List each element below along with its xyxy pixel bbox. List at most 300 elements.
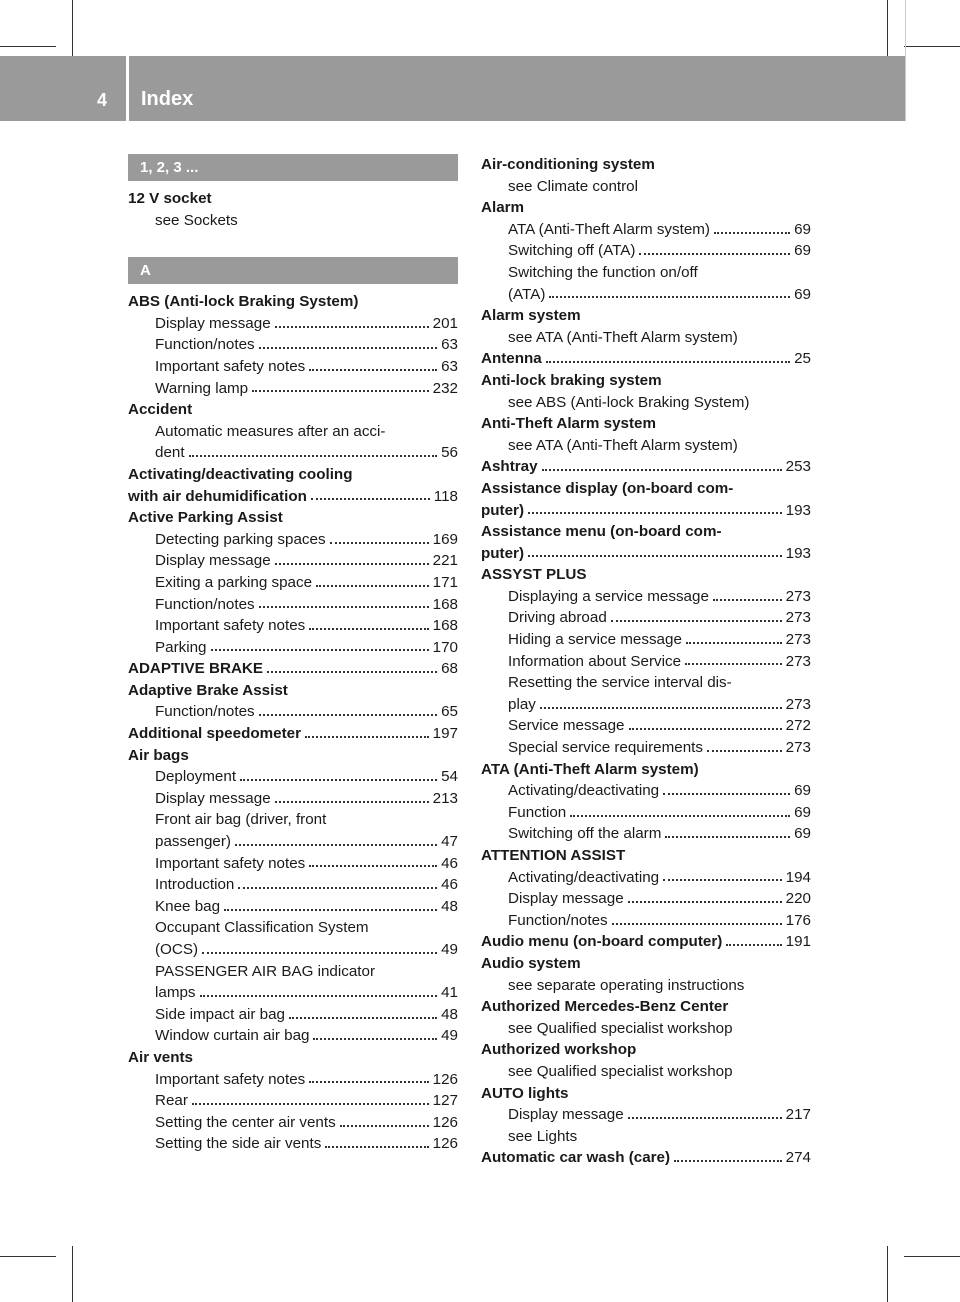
index-entry[interactable]: [481, 543, 811, 565]
entry-text: Display message: [508, 1106, 624, 1124]
index-subentry[interactable]: [128, 701, 458, 723]
dot-leader: [211, 649, 429, 651]
page-reference[interactable]: 273: [785, 631, 811, 649]
dot-leader: [275, 563, 429, 565]
dot-leader: [674, 1160, 782, 1162]
page-reference[interactable]: 48: [441, 1005, 458, 1023]
index-entry: [481, 996, 811, 1018]
dot-leader: [235, 844, 437, 846]
entry-text: Important safety notes: [155, 617, 306, 635]
page-title: Index: [141, 88, 194, 110]
index-subentry: [481, 1126, 811, 1148]
page-reference[interactable]: 69: [794, 803, 811, 821]
entry-text: Rear: [155, 1092, 188, 1110]
index-entry: [481, 370, 811, 392]
entry-text: Switching off the alarm: [508, 825, 662, 843]
index-subentry: [481, 392, 811, 414]
index-subentry[interactable]: [481, 910, 811, 932]
entry-text: Switching the function on/off: [508, 263, 698, 281]
dot-leader: [542, 469, 782, 471]
page-reference[interactable]: 68: [441, 660, 458, 678]
index-subentry[interactable]: [128, 1112, 458, 1134]
dot-leader: [528, 555, 782, 557]
dot-leader: [313, 1038, 437, 1040]
index-subentry: [481, 435, 811, 457]
index-subentry[interactable]: [128, 334, 458, 356]
index-subentry[interactable]: [128, 1090, 458, 1112]
entry-text: Anti-lock braking system: [481, 371, 662, 389]
index-entry[interactable]: [481, 456, 811, 478]
dot-leader: [663, 879, 782, 881]
entry-text: Information about Service: [508, 652, 682, 670]
page-reference[interactable]: 169: [432, 530, 458, 548]
entry-text: Display message: [155, 314, 271, 332]
entry-text: Important safety notes: [155, 1070, 306, 1088]
dot-leader: [267, 671, 437, 673]
entry-text: see Lights: [508, 1127, 578, 1145]
entry-text: ABS (Anti-lock Braking System): [128, 293, 359, 311]
page-reference[interactable]: 63: [441, 336, 458, 354]
index-subentry[interactable]: [481, 823, 811, 845]
page-reference[interactable]: 69: [794, 285, 811, 303]
index-subentry: [481, 1061, 811, 1083]
index-entry: [128, 745, 458, 767]
page-reference[interactable]: 213: [432, 789, 458, 807]
page-reference[interactable]: 118: [433, 487, 458, 505]
index-entry: [481, 413, 811, 435]
index-subentry: [128, 917, 458, 939]
crop-mark: [72, 1246, 73, 1302]
index-column-right: [481, 154, 811, 1169]
dot-leader: [612, 923, 782, 925]
entry-text: puter): [481, 501, 525, 519]
entry-text: Activating/deactivating cooling: [128, 465, 353, 483]
page-reference[interactable]: 221: [432, 552, 458, 570]
index-subentry[interactable]: [481, 629, 811, 651]
index-subentry: [481, 262, 811, 284]
page-reference[interactable]: 69: [794, 242, 811, 260]
dot-leader: [707, 750, 782, 752]
crop-mark: [905, 0, 906, 121]
entry-text: Adaptive Brake Assist: [128, 681, 288, 699]
dot-leader: [611, 620, 782, 622]
entry-text: see Sockets: [155, 211, 238, 229]
entry-text: PASSENGER AIR BAG indicator: [155, 962, 376, 980]
page-reference[interactable]: 126: [432, 1113, 458, 1131]
index-subentry: [128, 421, 458, 443]
index-entry[interactable]: [128, 486, 458, 508]
index-entry[interactable]: [481, 500, 811, 522]
dot-leader: [685, 663, 782, 665]
dot-leader: [639, 253, 790, 255]
page-reference[interactable]: 168: [432, 595, 458, 613]
index-entry: [481, 305, 811, 327]
dot-leader: [189, 455, 438, 457]
entry-text: Occupant Classification System: [155, 919, 369, 937]
entry-text: see Qualified specialist workshop: [508, 1019, 733, 1037]
entry-text: Setting the side air vents: [155, 1135, 322, 1153]
index-subentry[interactable]: [128, 831, 458, 853]
entry-text: Warning lamp: [155, 379, 249, 397]
index-subentry[interactable]: [128, 939, 458, 961]
dot-leader: [259, 347, 437, 349]
page-reference[interactable]: 168: [432, 617, 458, 635]
index-subentry[interactable]: [481, 715, 811, 737]
entry-text: Authorized workshop: [481, 1041, 637, 1059]
dot-leader: [570, 815, 790, 817]
entry-text: ATA (Anti-Theft Alarm system): [508, 220, 710, 238]
page-reference[interactable]: 127: [432, 1092, 458, 1110]
index-entry: [128, 399, 458, 421]
entry-text: Parking: [155, 638, 207, 656]
dot-leader: [330, 542, 429, 544]
section-gap: [128, 231, 458, 257]
entry-text: Alarm system: [481, 307, 581, 325]
index-subentry[interactable]: [481, 284, 811, 306]
index-subentry[interactable]: [481, 867, 811, 889]
index-subentry: [128, 210, 458, 232]
dot-leader: [200, 995, 438, 997]
index-entry[interactable]: [128, 658, 458, 680]
entry-text: Window curtain air bag: [155, 1027, 310, 1045]
dot-leader: [629, 728, 782, 730]
entry-text: Automatic car wash (care): [481, 1149, 671, 1167]
index-subentry[interactable]: [128, 853, 458, 875]
entry-text: Antenna: [481, 350, 542, 368]
entry-text: Audio system: [481, 954, 581, 972]
dot-leader: [325, 1146, 428, 1148]
dot-leader: [309, 865, 437, 867]
index-subentry: [481, 176, 811, 198]
entry-text: Display message: [155, 552, 271, 570]
entry-text: Introduction: [155, 876, 235, 894]
page-reference[interactable]: 176: [785, 911, 811, 929]
page-reference[interactable]: 69: [794, 782, 811, 800]
page-reference[interactable]: 69: [794, 825, 811, 843]
page-reference[interactable]: 253: [785, 458, 811, 476]
index-entry: [128, 188, 458, 210]
crop-mark: [904, 46, 960, 47]
page-reference[interactable]: 49: [441, 941, 458, 958]
entry-text: Air-conditioning system: [481, 156, 655, 173]
index-entry: [128, 680, 458, 702]
page-reference[interactable]: 63: [441, 357, 458, 375]
dot-leader: [311, 498, 430, 500]
entry-text: see ABS (Anti-lock Braking System): [508, 393, 750, 411]
entry-text: (ATA): [508, 285, 546, 303]
page-reference[interactable]: 47: [441, 833, 458, 851]
index-subentry[interactable]: [481, 651, 811, 673]
entry-text: Display message: [508, 890, 624, 908]
dot-leader: [686, 642, 782, 644]
entry-text: Activating/deactivating: [508, 782, 660, 800]
dot-leader: [259, 714, 437, 716]
index-subentry[interactable]: [481, 737, 811, 759]
index-subentry[interactable]: [128, 442, 458, 464]
dot-leader: [252, 390, 429, 392]
entry-text: see ATA (Anti-Theft Alarm system): [508, 436, 738, 454]
page-reference[interactable]: 69: [794, 220, 811, 238]
page-reference[interactable]: 170: [432, 638, 458, 656]
index-entry: [481, 953, 811, 975]
page-reference[interactable]: 46: [441, 854, 458, 872]
crop-mark: [904, 1256, 960, 1257]
page-reference[interactable]: 46: [441, 876, 458, 894]
entry-text: Automatic measures after an acci-: [155, 422, 386, 440]
index-entry: [128, 291, 458, 313]
index-entry: [481, 759, 811, 781]
entry-text: play: [508, 695, 536, 713]
entry-text: Additional speedometer: [128, 725, 301, 743]
index-subentry[interactable]: [128, 982, 458, 1004]
dot-leader: [546, 361, 790, 363]
page-header-bar: [0, 56, 905, 121]
page-reference[interactable]: 25: [794, 350, 811, 368]
crop-mark: [887, 0, 888, 56]
page-reference[interactable]: 126: [432, 1070, 458, 1088]
index-subentry: [481, 327, 811, 349]
index-subentry[interactable]: [128, 1133, 458, 1155]
entry-text: Driving abroad: [508, 609, 607, 627]
dot-leader: [528, 512, 782, 514]
entry-text: Accident: [128, 401, 193, 419]
index-subentry: [481, 672, 811, 694]
index-subentry: [128, 809, 458, 831]
dot-leader: [628, 901, 782, 903]
index-subentry[interactable]: [481, 694, 811, 716]
page-number: 4: [96, 90, 107, 110]
index-entry: [481, 154, 811, 176]
entry-text: Authorized Mercedes-Benz Center: [481, 998, 729, 1016]
entry-text: Assistance display (on-board com-: [481, 479, 734, 497]
crop-mark: [72, 0, 73, 56]
page-reference[interactable]: 191: [785, 933, 811, 951]
index-subentry[interactable]: [481, 607, 811, 629]
entry-text: see Qualified specialist workshop: [508, 1062, 733, 1080]
entry-text: Important safety notes: [155, 854, 306, 872]
page-reference[interactable]: 273: [785, 587, 811, 605]
page-reference[interactable]: 48: [441, 897, 458, 915]
dot-leader: [240, 779, 437, 781]
entry-text: ATTENTION ASSIST: [481, 847, 626, 864]
index-subentry[interactable]: [128, 1025, 458, 1047]
index-entry: [481, 564, 811, 586]
entry-text: Function/notes: [155, 336, 255, 354]
entry-text: puter): [481, 544, 525, 562]
entry-text: Resetting the service interval dis-: [508, 674, 732, 692]
dot-leader: [316, 585, 429, 587]
entry-text: Function/notes: [508, 911, 608, 929]
page-reference[interactable]: 49: [441, 1027, 458, 1045]
entry-text: Function/notes: [155, 595, 255, 613]
entry-text: Anti-Theft Alarm system: [481, 415, 656, 433]
index-entry[interactable]: [481, 348, 811, 370]
index-entry: [481, 521, 811, 543]
page-reference[interactable]: 126: [432, 1135, 458, 1153]
index-entry: [128, 464, 458, 486]
index-subentry[interactable]: [481, 240, 811, 262]
index-entry: [481, 478, 811, 500]
page-reference[interactable]: 232: [432, 379, 458, 397]
entry-text: dent: [155, 444, 185, 462]
entry-text: Detecting parking spaces: [155, 530, 326, 548]
entry-text: Air vents: [128, 1048, 193, 1066]
dot-leader: [238, 887, 437, 889]
page-reference[interactable]: 171: [432, 573, 458, 591]
entry-text: Assistance menu (on-board com-: [481, 523, 722, 541]
entry-text: ASSYST PLUS: [481, 566, 587, 584]
dot-leader: [663, 793, 790, 795]
dot-leader: [275, 801, 429, 803]
entry-text: Activating/deactivating: [508, 868, 660, 886]
entry-text: Displaying a service message: [508, 587, 709, 605]
index-subentry[interactable]: [481, 219, 811, 241]
index-subentry: [481, 975, 811, 997]
entry-text: Air bags: [128, 746, 189, 764]
index-subentry[interactable]: [128, 356, 458, 378]
page-reference[interactable]: 54: [441, 768, 458, 786]
crop-mark: [0, 46, 56, 47]
entry-text: 12 V socket: [128, 190, 212, 207]
index-subentry[interactable]: [128, 378, 458, 400]
index-subentry[interactable]: [128, 637, 458, 659]
page-reference[interactable]: 220: [785, 890, 811, 908]
dot-leader: [224, 909, 437, 911]
index-entry[interactable]: [481, 1147, 811, 1169]
entry-text: Function/notes: [155, 703, 255, 721]
entry-text: Deployment: [155, 768, 237, 786]
dot-leader: [259, 606, 429, 608]
entry-text: Function: [508, 803, 567, 821]
page-reference[interactable]: 274: [785, 1149, 811, 1167]
index-subentry[interactable]: [128, 896, 458, 918]
dot-leader: [192, 1103, 429, 1105]
entry-text: lamps: [155, 984, 196, 1002]
index-subentry[interactable]: [481, 888, 811, 910]
page-reference[interactable]: 56: [441, 444, 458, 462]
entry-text: Setting the center air vents: [155, 1113, 336, 1131]
index-subentry[interactable]: [128, 766, 458, 788]
index-section-heading: 1, 2, 3 ...: [128, 154, 458, 181]
dot-leader: [665, 836, 790, 838]
entry-text: Ashtray: [481, 458, 538, 476]
page-reference[interactable]: 217: [785, 1106, 811, 1124]
entry-text: Audio menu (on-board computer): [481, 933, 723, 951]
dot-leader: [202, 952, 437, 954]
crop-mark: [0, 1256, 56, 1257]
index-subentry[interactable]: [128, 572, 458, 594]
entry-text: Knee bag: [155, 897, 221, 915]
dot-leader: [309, 369, 437, 371]
entry-text: ATA (Anti-Theft Alarm system): [481, 760, 699, 778]
index-subentry[interactable]: [128, 594, 458, 616]
index-subentry[interactable]: [128, 1069, 458, 1091]
index-subentry[interactable]: [481, 586, 811, 608]
index-entry: [128, 1047, 458, 1069]
index-subentry[interactable]: [481, 780, 811, 802]
index-subentry[interactable]: [128, 788, 458, 810]
crop-mark: [887, 1246, 888, 1302]
page-reference[interactable]: 193: [785, 544, 811, 562]
dot-leader: [289, 1017, 437, 1019]
index-entry[interactable]: [128, 723, 458, 745]
entry-text: see separate operating instructions: [508, 976, 745, 994]
index-subentry[interactable]: [128, 1004, 458, 1026]
page-reference[interactable]: 194: [785, 868, 811, 886]
page-reference[interactable]: 273: [785, 609, 811, 627]
dot-leader: [713, 599, 782, 601]
entry-text: Service message: [508, 717, 625, 735]
dot-leader: [340, 1125, 429, 1127]
index-entry: [481, 197, 811, 219]
index-entry: [481, 1039, 811, 1061]
index-entry: [481, 1083, 811, 1105]
page-reference[interactable]: 65: [441, 703, 458, 721]
dot-leader: [714, 232, 790, 234]
dot-leader: [540, 707, 782, 709]
entry-text: Important safety notes: [155, 357, 306, 375]
dot-leader: [309, 1081, 428, 1083]
index-entry: [481, 845, 811, 867]
dot-leader: [549, 296, 790, 298]
page-reference[interactable]: 41: [441, 984, 458, 1002]
index-subentry[interactable]: [128, 529, 458, 551]
entry-text: Display message: [155, 789, 271, 807]
index-subentry[interactable]: [128, 313, 458, 335]
dot-leader: [275, 326, 429, 328]
dot-leader: [726, 944, 781, 946]
page-reference[interactable]: 273: [785, 652, 811, 670]
index-column-left: [128, 154, 458, 1155]
entry-text: Front air bag (driver, front: [155, 811, 327, 829]
index-entry: [128, 507, 458, 529]
entry-text: Active Parking Assist: [128, 509, 283, 527]
entry-text: Side impact air bag: [155, 1005, 286, 1023]
dot-leader: [305, 736, 429, 738]
dot-leader: [309, 628, 428, 630]
page-reference[interactable]: 272: [785, 717, 811, 735]
entry-text: Hiding a service message: [508, 631, 682, 649]
entry-text: see ATA (Anti-Theft Alarm system): [508, 328, 738, 346]
entry-text: see Climate control: [508, 177, 638, 195]
entry-text: Special service requirements: [508, 739, 703, 757]
entry-text: (OCS): [155, 941, 199, 958]
index-subentry: [481, 1018, 811, 1040]
entry-text: with air dehumidification: [128, 487, 307, 505]
dot-leader: [628, 1117, 782, 1119]
index-subentry[interactable]: [128, 550, 458, 572]
page-reference[interactable]: 193: [785, 501, 811, 519]
index-subentry[interactable]: [128, 874, 458, 896]
entry-text: AUTO lights: [481, 1084, 569, 1102]
index-subentry[interactable]: [481, 1104, 811, 1126]
index-entry[interactable]: [481, 931, 811, 953]
index-subentry[interactable]: [481, 802, 811, 824]
page-reference[interactable]: 273: [785, 695, 811, 713]
header-separator: [126, 56, 129, 121]
page-reference[interactable]: 273: [785, 739, 811, 757]
entry-text: Alarm: [481, 199, 525, 217]
page-reference[interactable]: 197: [432, 725, 458, 743]
index-subentry: [128, 961, 458, 983]
entry-text: Switching off (ATA): [508, 242, 636, 260]
entry-text: Exiting a parking space: [155, 573, 313, 591]
index-subentry[interactable]: [128, 615, 458, 637]
page-reference[interactable]: 201: [432, 314, 458, 332]
entry-text: passenger): [155, 833, 231, 851]
index-section-heading: A: [128, 257, 458, 284]
entry-text: ADAPTIVE BRAKE: [128, 660, 264, 678]
